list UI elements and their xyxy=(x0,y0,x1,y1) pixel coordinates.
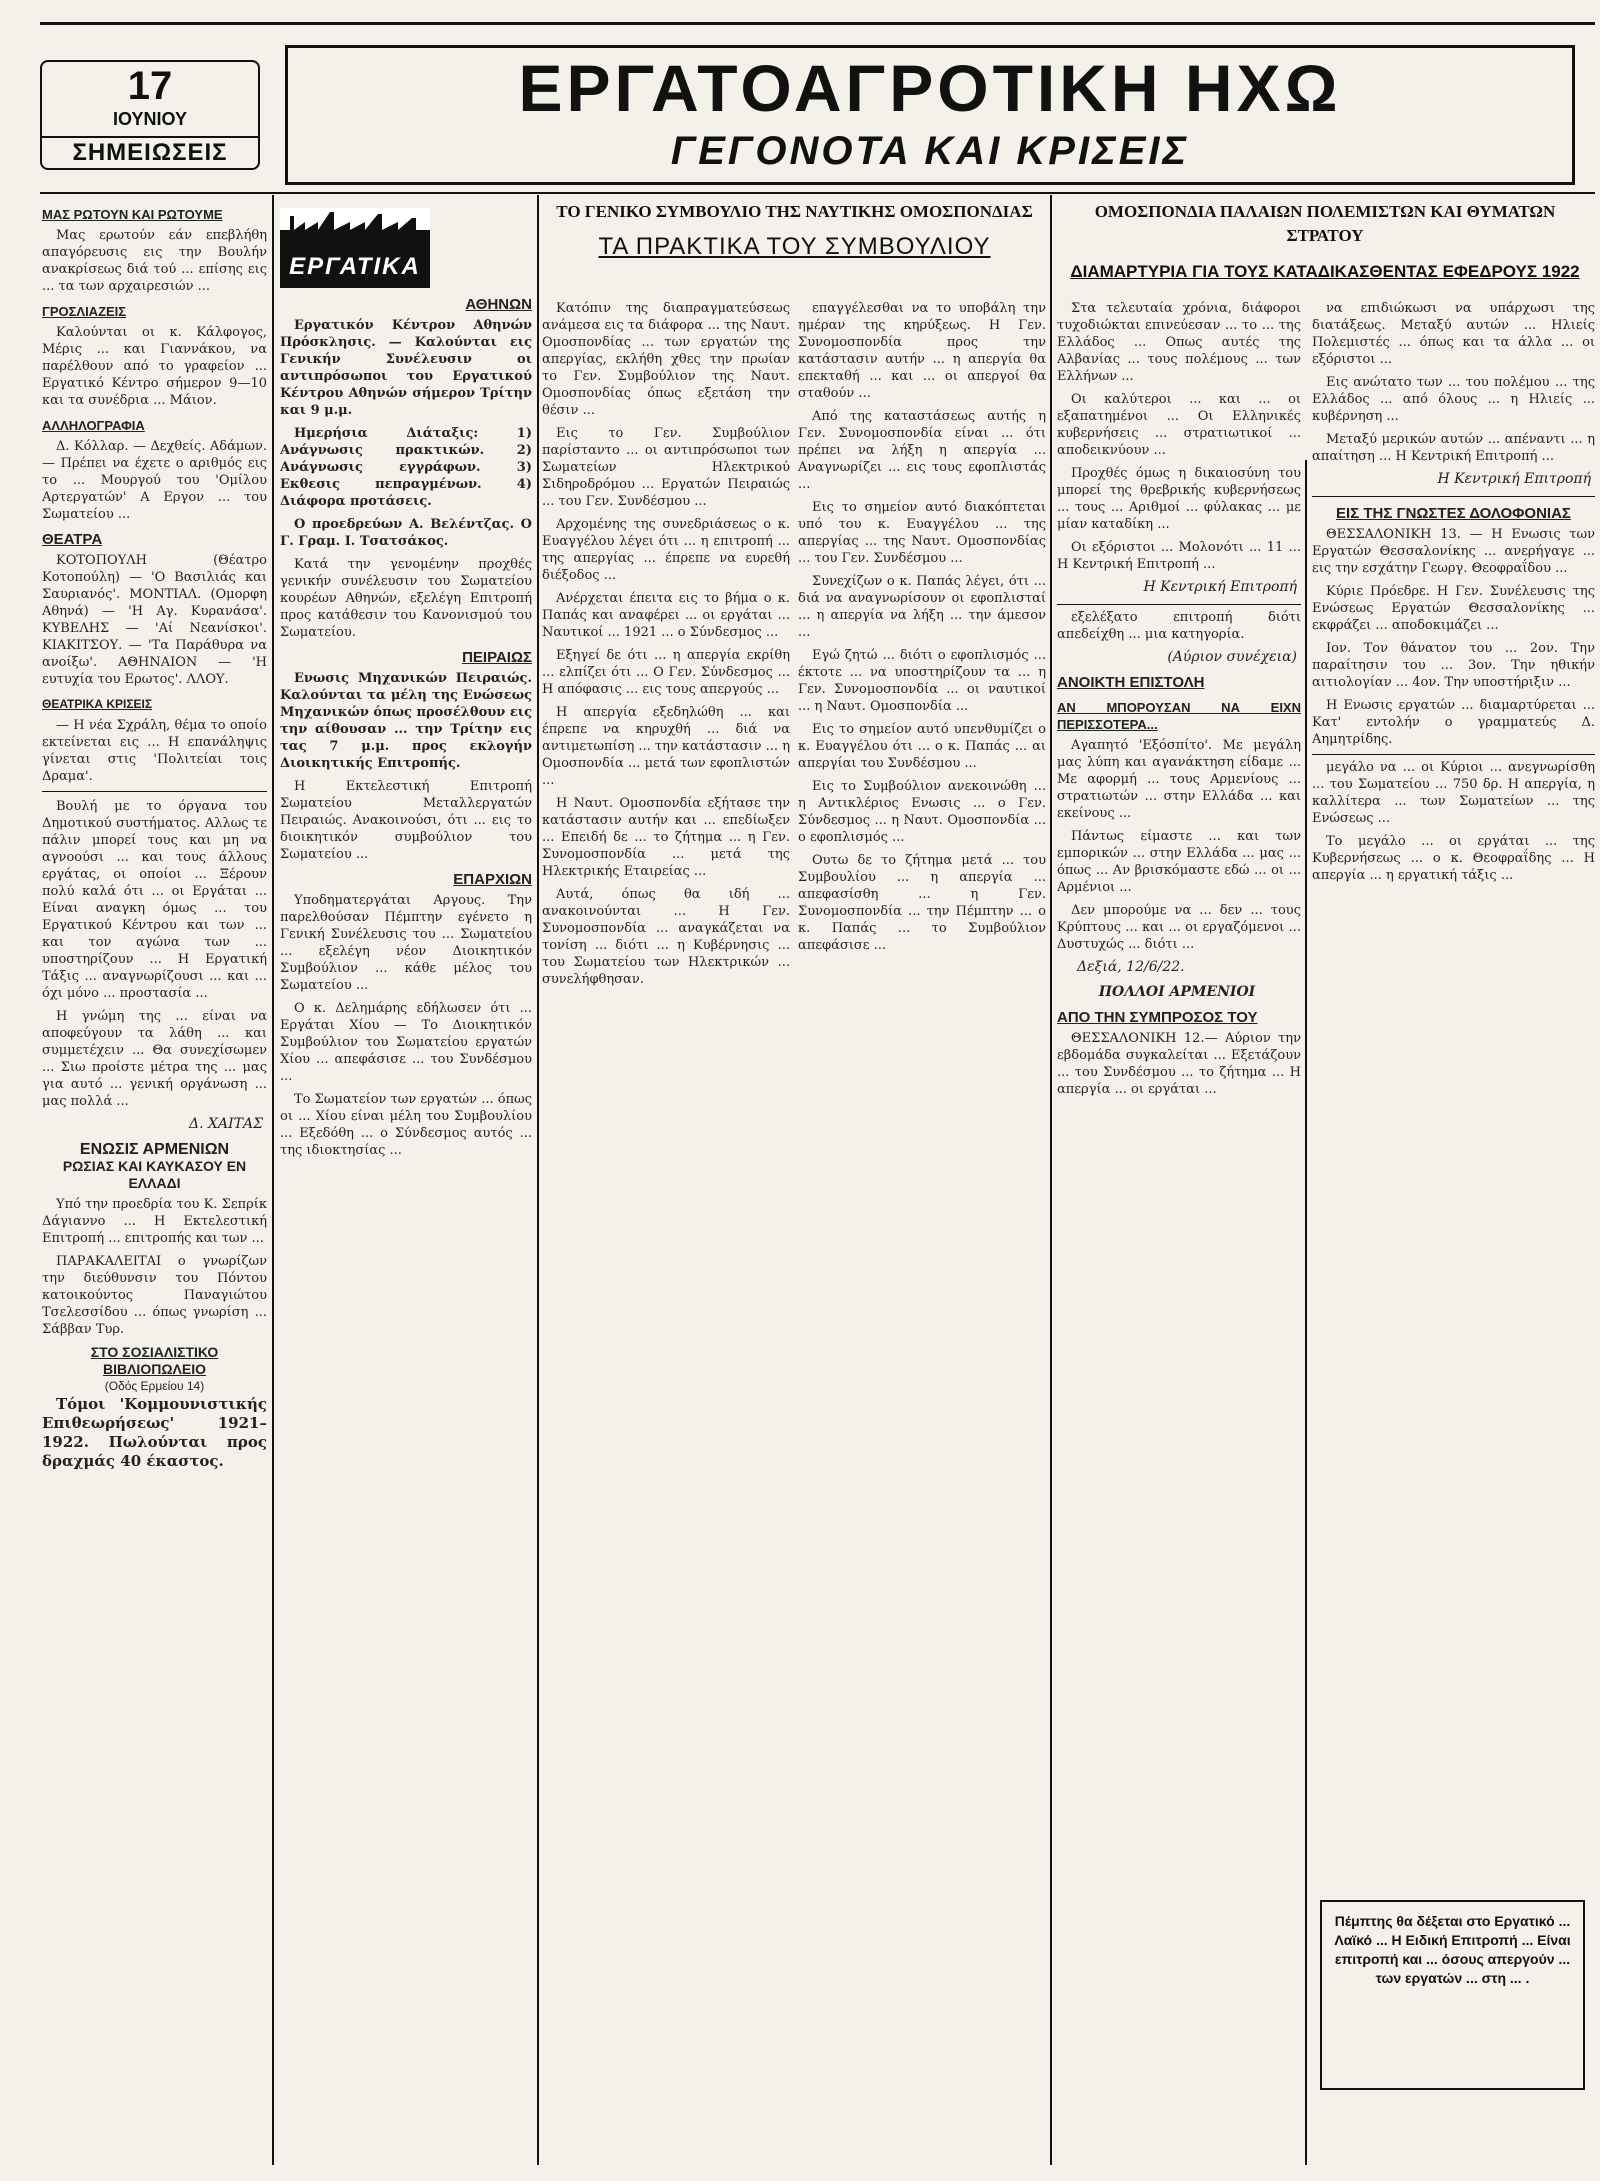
col6-text-2: Εις ανώτατο των ... του πολέμου ... της Ελλάδος ... από όλους ... η Ηλιείς ... κυβέρνηση ... xyxy=(1312,375,1595,424)
col5-text-4: Οι εξόριστοι ... Μολονότι ... 11 ... Η Κεντρική Επιτροπή ... xyxy=(1057,540,1301,572)
col5-text-5: εξελέξατο επιτροπή διότι απεδείχθη ... μια κατηγορία. xyxy=(1057,610,1301,642)
col5-signature-2: ΠΟΛΛΟΙ ΑΡΜΕΝΙΟΙ xyxy=(1098,984,1256,1000)
col5-signature-1: Η Κεντρική Επιτροπή xyxy=(1143,579,1297,595)
col2-text-8: Το Σωματείον των εργατών ... όπως οι ... Χίου είναι μέλη του Συμβουλίου ... Εξεδόθη ... ο Σύνδεσμος αυτός ... της ιδιοκτησίας ... xyxy=(280,1092,532,1158)
col1-heading-5: ΘΕΑΤΡΙΚΑ ΚΡΙΣΕΙΣ xyxy=(42,697,153,711)
col-sep-1 xyxy=(272,195,274,2165)
naval-headline-sub: ΤΑ ΠΡΑΚΤΙΚΑ ΤΟΥ ΣΥΜΒΟΥΛΙΟΥ xyxy=(598,233,991,260)
col2-text-6: Υποδηματεργάται Αργους. Την παρελθούσαν Πέμπτην εγένετο η Γενική Συνέλευσις του ... Σωματείου ... εξελέγη νέον Διοικητικόν Συμβούλιον ... κάθε μέλος του Σωματείου ... xyxy=(280,893,532,993)
col1-heading-3: ΑΛΛΗΛΟΓΡΑΦΙΑ xyxy=(42,418,145,433)
col4-text-5: Εγώ ζητώ ... διότι ο εφοπλισμός ... έκτοτε ... να υποστηρίζουν τα ... η Γεν. Συνομοσπονδία ... οι ναυτικοί ... η Ναυτ. Ομοσπονδία ... xyxy=(798,648,1046,714)
col5-text-8: Δεν μπορούμε να ... δεν ... τους Κρύπτους ... και ... οι εργαζόμενοι ... Δυστυχώς ... διότι ... xyxy=(1057,903,1301,952)
masthead-subtitle: ΓΕΓΟΝΟΤΑ ΚΑΙ ΚΡΙΣΕΙΣ xyxy=(670,129,1190,173)
col1-text-5: — Η νέα Σχράλη, θέμα το οποίο εκτείνεται εις ... Η επανάληψις γίνεται στις 'Πολιτείαι τοις Δραμα'. xyxy=(42,718,267,784)
col-sep-4 xyxy=(1305,460,1307,2165)
col2-heading-piraeus: ΠΕΙΡΑΙΩΣ xyxy=(462,649,532,666)
col6-text-8: μεγάλο να ... οι Κύριοι ... ανεγνωρίσθη ... του Σωματείου ... 750 δρ. Η απεργία, η καλλίτερα ... των Σωματείων ... της Ενώσεως ... xyxy=(1312,760,1595,826)
col1-text-11: Τόμοι 'Κομμουνιστικής Επιθεωρήσεως' 1921–1922. Πωλούνται προς δραχμάς 40 έκαστος. xyxy=(42,1395,267,1470)
col2-text-4: Ενωσις Μηχανικών Πειραιώς. Καλούνται τα μέλη της Ενώσεως Μηχανικών όπως προσέλθουν εις την αίθουσαν ... την Τρίτην εις τας 7 μ.μ. προς εκλογήν Διοικητικής Επιτροπής. xyxy=(280,671,532,771)
col5-heading-open-letter: ΑΝΟΙΚΤΗ ΕΠΙΣΤΟΛΗ xyxy=(1057,674,1205,691)
ergatika-label: ΕΡΓΑΤΙΚΑ xyxy=(289,253,421,280)
col5-heading-letter-title: ΑΝ ΜΠΟΡΟΥΣΑΝ ΝΑ ΕΙΧΝ ΠΕΡΙΣΣΟΤΕΡΑ... xyxy=(1057,700,1301,732)
factory-skyline-icon xyxy=(280,208,430,248)
col1-heading-1: ΜΑΣ ΡΩΤΟΥΝ ΚΑΙ ΡΩΤΟΥΜΕ xyxy=(42,207,223,222)
col6-text-4: ΘΕΣΣΑΛΟΝΙΚΗ 13. — Η Ενωσις των Εργατών Θεσσαλονίκης ... ανερήγαγε ... εις την εσχάτην Γεωργ. Θεοφραΐδου ... xyxy=(1312,527,1595,576)
col3-text-6: Η απεργία εξεδηλώθη ... και έπρεπε να κηρυχθή ... διά να αντιμετωπίση ... την κατάστασιν ... η Ομοσπονδία ... μετά των εφοπλιστών ... xyxy=(542,705,790,788)
col6-text-6: Ιον. Τον θάνατον του ... 2ον. Την παραίτησιν του ... 3ον. Την ηθικήν αιτιολογίαν ... 4ον. Την υποστήριξιν ... xyxy=(1312,641,1595,690)
column-2 xyxy=(280,198,532,2158)
col2-heading-athens: ΑΘΗΝΩΝ xyxy=(465,296,532,313)
col5-text-2: Οι καλύτεροι ... και ... οι εξαπατημένοι ... Οι Ελληνικές κυβερνήσεις ... στρατιωτικοί ... αποδεικνύουν ... xyxy=(1057,392,1301,458)
col4-text-6: Εις το σημείον αυτό υπενθυμίζει ο κ. Ευαγγέλου ότι ... ο κ. Παπάς ... αι απεργίαι του Συνδέσμου ... xyxy=(798,722,1046,771)
col3-text-4: Ανέρχεται έπειτα εις το βήμα ο κ. Παπάς και αναφέρει ... οι εργάται ... Ναυτικοί ... 1921 ... ο Σύνδεσμος ... xyxy=(542,591,790,640)
col6-text-9: Το μεγάλο ... οι εργάται ... της Κυβερνήσεως ... ο κ. Θεοφραΐδης ... Η απεργία ... η εργατική τάξις ... xyxy=(1312,834,1595,883)
col5-text-3: Προχθές όμως η δικαιοσύνη του μπορεί της θρεβρικής κυβερνήσεως ... τους ... Αριθμοί ... φύλακας ... με μίαν καταδίκη ... xyxy=(1057,466,1301,532)
notice-box-text: Πέμπτης θα δέξεται στο Εργατικό ... Λαϊκό ... Η Ειδική Επιτροπή ... Είναι επιτροπή και ... όσους απεργούν ... των εργατών ... στη ... . xyxy=(1334,1913,1571,1986)
col6-text-1: να επιδιώκωσι να υπάρχωσι της διατάξεως. Μεταξύ αυτών ... Ηλιείς Πολεμιστές ... όπως και τα άλλα ... οι εξόριστοι ... xyxy=(1312,301,1595,367)
masthead-title: ΕΡΓΑΤΟΑΓΡΟΤΙΚΗ ΗΧΩ xyxy=(518,51,1342,125)
column-1 xyxy=(42,198,267,2158)
column-6 xyxy=(1312,300,1595,2158)
col3-text-5: Εξηγεί δε ότι ... η απεργία εκρίθη ... ελπίζει ότι ... Ο Γεν. Σύνδεσμος ... Η απόφασις ... εις τους απεργούς ... xyxy=(542,648,790,697)
col1-heading-4: ΘΕΑΤΡΑ xyxy=(42,531,103,548)
date-day: 17 xyxy=(127,64,173,108)
column-5 xyxy=(1057,300,1301,2158)
col4-text-8: Ουτω δε το ζήτημα μετά ... του Συμβουλίου ... η απεργία ... απεφασίσθη ... η Γεν. Συνομοσπονδία ... την Πέμπτην ... ο κ. Παπάς ... το Συμβούλιον απεφάσισε ... xyxy=(798,853,1046,953)
masthead xyxy=(285,45,1575,185)
col1-text-3: Δ. Κόλλαρ. — Δεχθείς. Αδάμων. — Πρέπει να έχετε ο αριθμός εις το ... Μουργού του 'Ομίλου Αρτεργατών' Α Εργον ... του Σωματείου ... xyxy=(42,439,267,522)
veterans-headline xyxy=(1055,200,1595,300)
col4-text-1: επαγγέλεσθαι να το υποβάλη την ημέραν της κηρύξεως. Η Γεν. Συνομοσπονδία προς την κατάστασιν αυτήν ... η απεργία θα επεκταθή ... και ... οι απεργοί θα σταθούν ... xyxy=(798,301,1046,401)
col2-agenda: Ημερήσια Διάταξις: 1) Ανάγνωσις πρακτικών. 2) Ανάγνωσις εγγράφων. 3) Εκθεσις πεπραγμένων. 4) Διάφορα προτάσεις. xyxy=(280,426,532,509)
col4-text-4: Συνεχίζων ο κ. Παπάς λέγει, ότι ... διά να αναγνωρίσουν οι εφοπλισταί ... η απεργία να λήξη ... την άμεσον ... xyxy=(798,574,1046,640)
col2-text-2: Ο προεδρεύων Α. Βελέντζας. Ο Γ. Γραμ. Ι. Τσατσάκος. xyxy=(280,517,532,549)
notes-label: ΣΗΜΕΙΩΣΕΙΣ xyxy=(42,136,258,168)
column-4 xyxy=(798,300,1046,2158)
col1-heading-6: ΕΝΩΣΙΣ ΑΡΜΕΝΙΩΝ xyxy=(79,1141,230,1158)
col5-continued: (Αύριον συνέχεια) xyxy=(1167,649,1297,665)
col5-heading-thessaloniki: ΑΠΟ ΤΗΝ ΣΥΜΠΡΟΣΟΣ ΤΟΥ xyxy=(1057,1009,1258,1026)
col-sep-2 xyxy=(537,195,539,2165)
col4-text-3: Εις το σημείον αυτό διακόπτεται υπό του κ. Ευαγγέλου ... της απεργίας ... της Ναυτ. Ομοσπονδίας ... του Γεν. Συνδέσμου ... xyxy=(798,500,1046,566)
col6-signature: Η Κεντρική Επιτροπή xyxy=(1437,471,1591,487)
col1-text-8: Υπό την προεδρία του Κ. Σεπρίκ Δάγιαννο ... Η Εκτελεστική Επιτροπή ... επιτροπής και των ... xyxy=(42,1197,267,1246)
col6-text-5: Κύριε Πρόεδρε. Η Γεν. Συνέλευσις της Ενώσεως Εργατών Θεσσαλονίκης ... εκφράζει ... αποδοκιμάζει ... xyxy=(1312,584,1595,633)
col1-text-1: Μας ερωτούν εάν επεβλήθη απαγόρευσις εις την Βουλήν ανακρίσεως διά τού ... επίσης εις ... τα των αρχαιρεσιών ... xyxy=(42,228,267,294)
col1-text-6: Βουλή με το όργανα του Δημοτικού συστήματος. Αλλως τε πάλιν μπορεί τους και μη να αγνοούσι ... και τους άλλους εργάτας, οι οποίοι ... Ξέρουν πολύ καλά ότι ... οι Εργάται ... Είναι αναγκη όμως ... του Εργατικού Κέντρου και των ... και τον αγώνα των ... υποστηρίζουν ... Η Εργατική Τάξις ... αναγνωρίζουσι ... και ... όχι μόνο ... προστασία ... xyxy=(42,799,267,1001)
col1-text-9: ΠΑΡΑΚΑΛΕΙΤΑΙ ο γνωρίζων την διεύθυνσιν του Πόντου κατοικούντος Παναγιώτου Τσελεσσίδου ... όπως γνωρίση ... Σάββαν Τυρ. xyxy=(42,1254,267,1337)
date-box xyxy=(40,60,260,170)
col5-text-9: ΘΕΣΣΑΛΟΝΙΚΗ 12.— Αύριον την εβδομάδα συγκαλείται ... Εξετάζουν ... του Συνδέσμου ... το ζήτημα ... Η απεργία ... οι εργάται ... xyxy=(1057,1031,1301,1097)
col2-heading-provinces: ΕΠΑΡΧΙΩΝ xyxy=(453,871,532,888)
col1-heading-2: ΓΡΟΣΛΙΑΖΕΙΣ xyxy=(42,304,127,319)
col-sep-3 xyxy=(1050,195,1052,2165)
col1-text-4: ΚΟΤΟΠΟΥΛΗ (Θέατρο Κοτοπούλη) — 'Ο Βασιλιάς και Σαυριανός'. ΜΟΝΤΙΑΛ. (Ομορφη Αθηνά) — 'Η Αγ. Κυρανάσα'. ΚΥΒΕΛΗΣ — 'Αί Νεανίσκοι'. ΚΙΑΚΙΤΣΟΥ. — 'Τα Παράθυρα να ανοίξω'. ΑΘΗΝΑΙΟΝ — 'Η ευτυχία του Ερωτος'. ΛΛΟΥ. xyxy=(42,553,267,687)
date-month: ΙΟΥΝΙΟΥ xyxy=(112,109,187,129)
ergatika-logo xyxy=(280,208,430,288)
col1-text-2: Καλούνται οι κ. Κάλφογος, Μέρις ... και Γιαννάκου, να παρέλθουν από το γραφείον ... Εργατικό Κέντρο σήμερον 9—10 και τα συνέδρια ... Μάιον. xyxy=(42,325,267,408)
masthead-rule xyxy=(40,192,1595,194)
col3-text-8: Αυτά, όπως θα ιδή ... ανακοινούνται ... Η Γεν. Συνομοσπονδία ... αναγκάζεται να τονίση ... διότι ... η Κυβέρνησις ... του Σωματείου των Ηλεκτρικών ... συνελήφθησαν. xyxy=(542,887,790,987)
col6-text-3: Μεταξύ μερικών αυτών ... απέναντι ... η απαίτηση ... Η Κεντρική Επιτροπή ... xyxy=(1312,432,1595,464)
col1-heading-8: ΣΤΟ ΣΟΣΙΑΛΙΣΤΙΚΟ ΒΙΒΛΙΟΠΩΛΕΙΟ xyxy=(90,1344,219,1377)
notice-box xyxy=(1320,1900,1585,2090)
col5-text-7: Πάντως είμαστε ... και των εμπορικών ... στην Ελλάδα ... μας ... όπως ... Αν βρισκόμαστε εδώ ... οι ... Αρμένιοι ... xyxy=(1057,829,1301,895)
top-rule xyxy=(40,22,1595,25)
col1-text-10: (Οδός Ερμείου 14) xyxy=(104,1379,205,1393)
veterans-headline-sub: ΔΙΑΜΑΡΤΥΡΙΑ ΓΙΑ ΤΟΥΣ ΚΑΤΑΔΙΚΑΣΘΕΝΤΑΣ ΕΦΕΔΡΟΥΣ 1922 xyxy=(1070,262,1580,281)
naval-headline xyxy=(542,200,1047,290)
col6-heading-murder: ΕΙΣ ΤΗΣ ΓΝΩΣΤΕΣ ΔΟΛΟΦΟΝΙΑΣ xyxy=(1336,505,1571,522)
col2-text-7: Ο κ. Δελημάρης εδήλωσεν ότι ... Εργάται Χίου — Το Διοικητικόν Συμβούλιον του Σωματείου εργατών Χίου ... απεφάσισε ... του Συνδέσμου ... xyxy=(280,1001,532,1084)
col2-text-5: Η Εκτελεστική Επιτροπή Σωματείου Μεταλλεργατών Πειραιώς. Ανακοινούσι, ότι ... εις το διοικητικόν συμβούλιον του Σωματείου ... xyxy=(280,779,532,862)
col3-text-1: Κατόπιν της διαπραγματεύσεως ανάμεσα εις τα διάφορα ... της Ναυτ. Ομοσπονδίας ... των εργατών της απεργίας, εκλήθη χθες την πρωίαν το Γεν. Συμβούλιον της Ναυτ. Ομοσπονδίας όπως εξετάση την θέσιν ... xyxy=(542,301,790,418)
col4-text-2: Από της καταστάσεως αυτής η Γεν. Συνομοσπονδία είναι ... ότι πρέπει να λήξη η απεργία ... Αναγνωρίζει ... εις τους εφοπλιστάς ... xyxy=(798,409,1046,492)
column-3 xyxy=(542,300,790,2158)
col4-text-7: Εις το Συμβούλιον ανεκοινώθη ... η Αντικλέριος Ενωσις ... ο Γεν. Σύνδεσμος ... η Ναυτ. Ομοσπονδία ... ο εφοπλισμός ... xyxy=(798,779,1046,845)
col1-text-7: Η γνώμη της ... είναι να αποφεύγουν τα λάθη ... και συμμετέχειν ... Θα συνεχίσωμεν ... Σιω προίστε μέτρα της ... μας για αυτό ... γενική οργάνωση ... μας πολλά ... xyxy=(42,1009,267,1109)
col3-text-7: Η Ναυτ. Ομοσπονδία εξήτασε την κατάστασιν αυτήν και ... επεδίωξεν ... Επειδή δε ... το ζήτημα ... η Γεν. Συνομοσπονδία ... μετά της Ηλεκτρικής Εταιρείας ... xyxy=(542,796,790,879)
veterans-headline-main: ΟΜΟΣΠΟΝΔΙΑ ΠΑΛΑΙΩΝ ΠΟΛΕΜΙΣΤΩΝ ΚΑΙ ΘΥΜΑΤΩΝ ΣΤΡΑΤΟΥ xyxy=(1094,202,1556,245)
naval-headline-main: ΤΟ ΓΕΝΙΚΟ ΣΥΜΒΟΥΛΙΟ ΤΗΣ ΝΑΥΤΙΚΗΣ ΟΜΟΣΠΟΝΔΙΑΣ xyxy=(556,202,1033,221)
col2-text-1: Εργατικόν Κέντρον Αθηνών Πρόσκλησις. — Καλούνται εις Γενικήν Συνέλευσιν οι αντιπρόσωποι του Εργατικού Κέντρου Αθηνών σήμερον Τρίτην και 9 μ.μ. xyxy=(280,318,532,418)
col3-text-3: Αρχομένης της συνεδριάσεως ο κ. Ευαγγέλου λέγει ότι ... η επιτροπή ... της απεργίας ... έπρεπε να ευρεθή διέξοδος ... xyxy=(542,517,790,583)
col5-date: Δεξιά, 12/6/22. xyxy=(1077,959,1185,975)
col5-text-6: Αγαπητό 'Εξόσπίτο'. Με μεγάλη μας λύπη και αγανάκτηση είδαμε ... Με αφορμή ... τους Αρμενίους ... στρατιωτών ... στην Ελλάδα ... και εκείνους ... xyxy=(1057,738,1301,821)
col1-heading-7: ΡΩΣΙΑΣ ΚΑΙ ΚΑΥΚΑΣΟΥ ΕΝ ΕΛΛΑΔΙ xyxy=(62,1158,247,1191)
col2-text-3: Κατά την γενομένην προχθές γενικήν συνέλευσιν του Σωματείου κουρέων Αθηνών, εξελέγη Επιτροπή προς κατάθεσιν του Κανονισμού του Σωματείου. xyxy=(280,557,532,640)
col6-text-7: Η Ενωσις εργατών ... διαμαρτύρεται ... Κατ' εντολήν ο γραμματεύς Δ. Αημητρίδης. xyxy=(1312,698,1595,747)
col1-signature: Δ. ΧΑΙΤΑΣ xyxy=(189,1116,263,1132)
col5-text-1: Στα τελευταία χρόνια, διάφοροι τυχοδιώκται επινεύεσαν ... το ... της Ελλάδος ... Οπως αυτές της Αλβανίας ... τους πολέμους ... των Ελλήνων ... xyxy=(1057,301,1301,384)
col3-text-2: Εις το Γεν. Συμβούλιον παρίσταντο ... οι αντιπρόσωποι των Σωματείων Ηλεκτρικού Σιδηροδρόμου ... Εργατών Πειραιώς ... του Γεν. Συνδέσμου ... xyxy=(542,426,790,509)
